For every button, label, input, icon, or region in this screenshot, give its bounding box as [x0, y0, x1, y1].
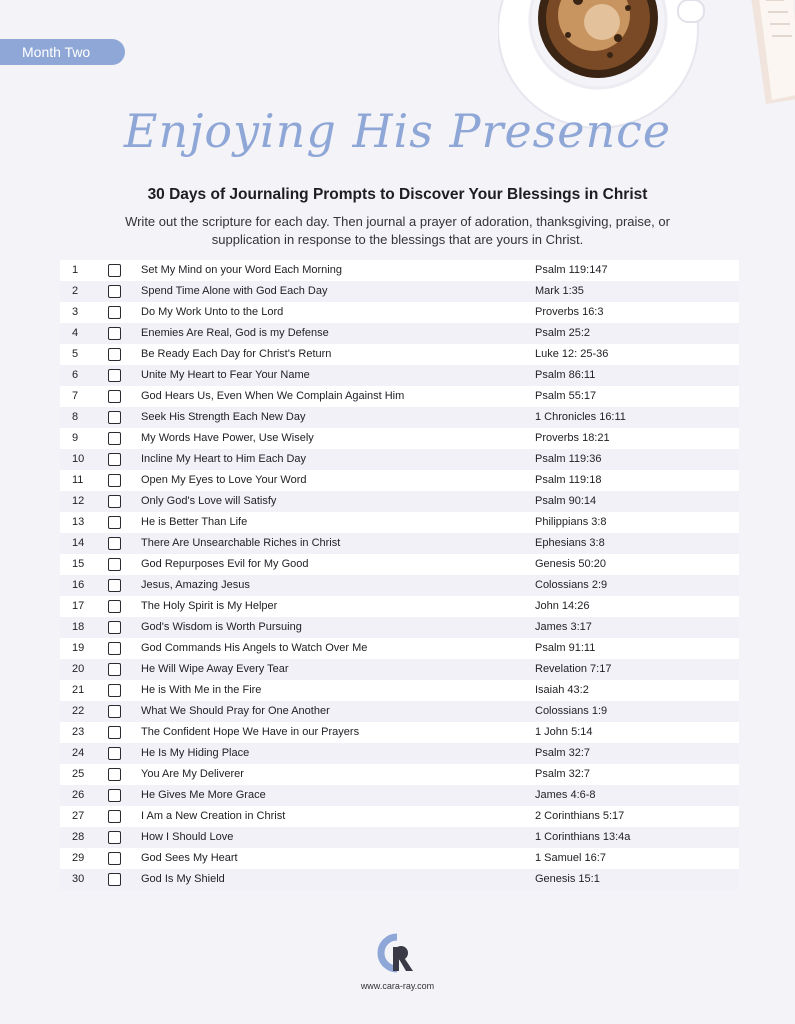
prompt-row	[60, 764, 739, 785]
day-checkbox[interactable]	[108, 327, 121, 340]
prompt-text: There Are Unsearchable Riches in Christ	[141, 537, 341, 549]
prompt-text: Do My Work Unto to the Lord	[141, 306, 284, 318]
day-checkbox[interactable]	[108, 642, 121, 655]
scripture-reference: Psalm 55:17	[535, 390, 597, 402]
prompt-row	[60, 407, 739, 428]
day-checkbox[interactable]	[108, 684, 121, 697]
prompt-text: God Sees My Heart	[141, 852, 238, 864]
scripture-reference: Psalm 25:2	[535, 327, 591, 339]
scripture-reference: Psalm 32:7	[535, 768, 591, 780]
scripture-reference: Psalm 119:147	[535, 264, 608, 276]
prompt-text: Unite My Heart to Fear Your Name	[141, 369, 310, 381]
page-subtitle: 30 Days of Journaling Prompts to Discover Your Blessings in Christ	[147, 186, 648, 203]
day-number: 9	[72, 432, 79, 444]
prompt-text: He is Better Than Life	[141, 516, 248, 528]
day-checkbox[interactable]	[108, 705, 121, 718]
scripture-reference: 1 Chronicles 16:11	[535, 411, 626, 423]
scripture-reference: Luke 12: 25-36	[535, 348, 609, 360]
prompt-text: Jesus, Amazing Jesus	[141, 579, 250, 591]
prompt-row	[60, 491, 739, 512]
scripture-reference: John 14:26	[535, 600, 590, 612]
prompt-text: How I Should Love	[141, 831, 234, 843]
day-number: 10	[72, 453, 85, 465]
day-checkbox[interactable]	[108, 453, 121, 466]
prompt-text: You Are My Deliverer	[141, 768, 244, 780]
scripture-reference: Proverbs 18:21	[535, 432, 610, 444]
day-checkbox[interactable]	[108, 537, 121, 550]
scripture-reference: Ephesians 3:8	[535, 537, 605, 549]
scripture-reference: Psalm 90:14	[535, 495, 597, 507]
scripture-reference: Psalm 119:36	[535, 453, 602, 465]
scripture-reference: Colossians 1:9	[535, 705, 608, 717]
prompt-row	[60, 596, 739, 617]
day-checkbox[interactable]	[108, 474, 121, 487]
website-url: www.cara-ray.com	[360, 981, 435, 991]
prompt-row	[60, 743, 739, 764]
prompt-row	[60, 512, 739, 533]
scripture-reference: 1 John 5:14	[535, 726, 593, 738]
day-checkbox[interactable]	[108, 495, 121, 508]
prompt-row	[60, 848, 739, 869]
prompt-row	[60, 428, 739, 449]
prompt-text: He Is My Hiding Place	[141, 747, 250, 759]
day-number: 12	[72, 495, 85, 507]
day-number: 11	[72, 474, 84, 486]
prompt-row	[60, 533, 739, 554]
day-checkbox[interactable]	[108, 348, 121, 361]
day-number: 14	[72, 537, 85, 549]
prompt-row	[60, 617, 739, 638]
scripture-reference: James 4:6-8	[535, 789, 596, 801]
prompt-row	[60, 722, 739, 743]
day-checkbox[interactable]	[108, 579, 121, 592]
day-checkbox[interactable]	[108, 852, 121, 865]
prompt-text: Be Ready Each Day for Christ's Return	[141, 348, 332, 360]
day-checkbox[interactable]	[108, 873, 121, 886]
day-number: 8	[72, 411, 79, 423]
scripture-reference: Genesis 50:20	[535, 558, 606, 570]
day-checkbox[interactable]	[108, 621, 121, 634]
scripture-reference: 2 Corinthians 5:17	[535, 810, 625, 822]
day-number: 7	[72, 390, 79, 402]
prompt-row	[60, 449, 739, 470]
prompt-text: He is With Me in the Fire	[141, 684, 262, 696]
scripture-reference: James 3:17	[535, 621, 592, 633]
day-checkbox[interactable]	[108, 390, 121, 403]
day-checkbox[interactable]	[108, 558, 121, 571]
prompt-text: He Gives Me More Grace	[141, 789, 266, 801]
day-number: 27	[72, 810, 85, 822]
day-number: 15	[72, 558, 85, 570]
prompt-row	[60, 575, 739, 596]
day-number: 16	[72, 579, 85, 591]
day-checkbox[interactable]	[108, 768, 121, 781]
book-image	[744, 0, 795, 105]
prompt-text: Spend Time Alone with God Each Day	[141, 285, 328, 297]
day-checkbox[interactable]	[108, 747, 121, 760]
scripture-reference: Mark 1:35	[535, 285, 584, 297]
day-checkbox[interactable]	[108, 264, 121, 277]
day-number: 24	[72, 747, 85, 759]
prompt-text: He Will Wipe Away Every Tear	[141, 663, 289, 675]
day-checkbox[interactable]	[108, 600, 121, 613]
prompt-text: Set My Mind on your Word Each Morning	[141, 264, 342, 276]
scripture-reference: Philippians 3:8	[535, 516, 607, 528]
prompt-text: I Am a New Creation in Christ	[141, 810, 286, 822]
day-number: 4	[72, 327, 79, 339]
prompt-row	[60, 365, 739, 386]
scripture-reference: Colossians 2:9	[535, 579, 608, 591]
prompt-text: Open My Eyes to Love Your Word	[141, 474, 307, 486]
day-number: 19	[72, 642, 85, 654]
day-number: 30	[72, 873, 85, 885]
prompt-text: Incline My Heart to Him Each Day	[141, 453, 307, 465]
prompt-text: Enemies Are Real, God is my Defense	[141, 327, 329, 339]
prompt-text: God Is My Shield	[141, 873, 225, 885]
page-title: Enjoying His Presence	[123, 104, 672, 158]
prompt-row	[60, 680, 739, 701]
day-checkbox[interactable]	[108, 726, 121, 739]
day-number: 22	[72, 705, 85, 717]
day-number: 6	[72, 369, 79, 381]
day-number: 28	[72, 831, 85, 843]
prompt-row	[60, 638, 739, 659]
scripture-reference: Psalm 32:7	[535, 747, 591, 759]
prompt-row	[60, 386, 739, 407]
scripture-reference: 1 Corinthians 13:4a	[535, 831, 631, 843]
day-number: 18	[72, 621, 85, 633]
prompt-text: The Holy Spirit is My Helper	[141, 600, 278, 612]
prompt-row	[60, 344, 739, 365]
prompt-text: The Confident Hope We Have in our Prayers	[141, 726, 360, 738]
day-number: 29	[72, 852, 85, 864]
prompt-row	[60, 785, 739, 806]
prompt-row	[60, 701, 739, 722]
scripture-reference: Psalm 91:11	[535, 642, 596, 654]
prompt-text: Seek His Strength Each New Day	[141, 411, 306, 423]
prompt-row	[60, 869, 739, 890]
prompt-row	[60, 302, 739, 323]
prompt-text: God's Wisdom is Worth Pursuing	[141, 621, 302, 633]
day-checkbox[interactable]	[108, 306, 121, 319]
day-number: 20	[72, 663, 85, 675]
day-checkbox[interactable]	[108, 285, 121, 298]
day-number: 5	[72, 348, 79, 360]
day-checkbox[interactable]	[108, 810, 121, 823]
scripture-reference: Revelation 7:17	[535, 663, 612, 675]
day-checkbox[interactable]	[108, 432, 121, 445]
prompt-row	[60, 323, 739, 344]
day-number: 1	[72, 264, 79, 276]
day-checkbox[interactable]	[108, 516, 121, 529]
prompt-text: God Commands His Angels to Watch Over Me	[141, 642, 368, 654]
prompt-text: My Words Have Power, Use Wisely	[141, 432, 314, 444]
day-number: 3	[72, 306, 79, 318]
scripture-reference: Psalm 86:11	[535, 369, 596, 381]
prompt-row	[60, 470, 739, 491]
scripture-reference: 1 Samuel 16:7	[535, 852, 606, 864]
day-checkbox[interactable]	[108, 369, 121, 382]
day-number: 13	[72, 516, 85, 528]
prompt-row	[60, 281, 739, 302]
prompt-text: God Repurposes Evil for My Good	[141, 558, 309, 570]
day-number: 25	[72, 768, 85, 780]
cara-ray-logo-icon	[377, 933, 417, 977]
prompt-row	[60, 554, 739, 575]
prompt-text: Only God's Love will Satisfy	[141, 495, 277, 507]
intro-text: Write out the scripture for each day. Then journal a prayer of adoration, thanksgiving, praise, or supplication in response to the blessings that are yours in Christ.	[125, 214, 670, 247]
scripture-reference: Proverbs 16:3	[535, 306, 604, 318]
day-checkbox[interactable]	[108, 831, 121, 844]
scripture-reference: Isaiah 43:2	[535, 684, 589, 696]
day-number: 26	[72, 789, 85, 801]
prompt-row	[60, 659, 739, 680]
day-checkbox[interactable]	[108, 411, 121, 424]
day-number: 17	[72, 600, 85, 612]
scripture-reference: Genesis 15:1	[535, 873, 600, 885]
day-number: 21	[72, 684, 85, 696]
prompts-table	[60, 260, 739, 890]
month-tab: Month Two	[0, 39, 125, 65]
prompt-text: God Hears Us, Even When We Complain Against Him	[141, 390, 405, 402]
prompt-row	[60, 806, 739, 827]
prompt-row	[60, 827, 739, 848]
day-number: 23	[72, 726, 85, 738]
day-checkbox[interactable]	[108, 789, 121, 802]
prompt-text: What We Should Pray for One Another	[141, 705, 330, 717]
prompt-row	[60, 260, 739, 281]
day-number: 2	[72, 285, 79, 297]
scripture-reference: Psalm 119:18	[535, 474, 602, 486]
day-checkbox[interactable]	[108, 663, 121, 676]
